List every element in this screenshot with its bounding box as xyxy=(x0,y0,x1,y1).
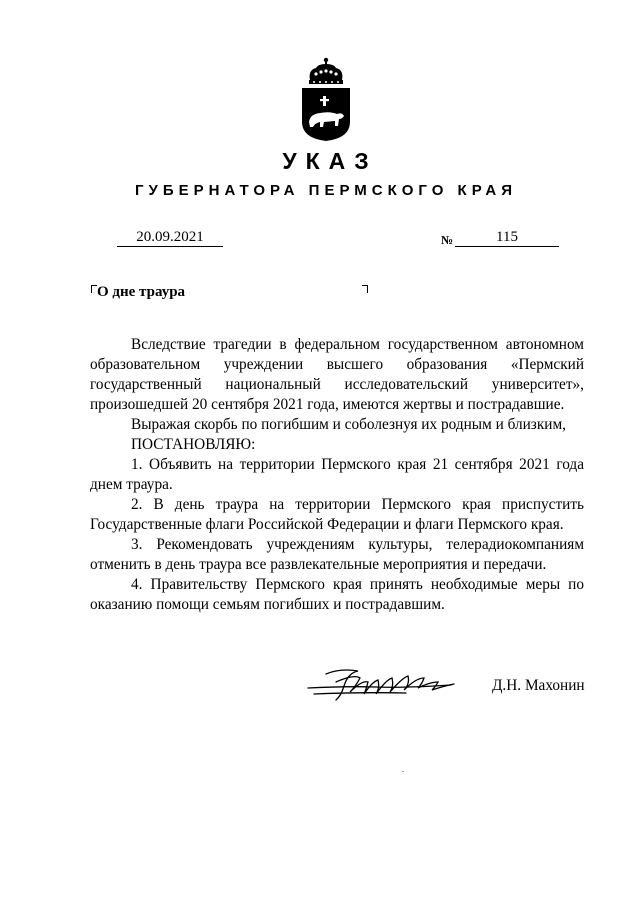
decree-item-3: 3. Рекомендовать учреждениям культуры, телерадиокомпаниям отменить в день траура все развлекательные мероприятия и передачи. xyxy=(90,536,584,573)
decree-date: 20.09.2021 xyxy=(117,228,223,247)
perm-krai-coat-of-arms-icon xyxy=(296,56,356,142)
decree-item-2: 2. В день траура на территории Пермского края приспустить Государственные флаги Российской Федерации и флаги Пермского края. xyxy=(90,496,584,533)
signer-name: Д.Н. Махонин xyxy=(492,677,585,694)
subject-bracket-right xyxy=(362,285,368,293)
handwritten-signature-icon xyxy=(306,664,458,704)
condolence-paragraph: Выражая скорбь по погибшим и соболезнуя их родным и близким, xyxy=(131,416,566,433)
decree-subtitle: ГУБЕРНАТОРА ПЕРМСКОГО КРАЯ xyxy=(134,182,518,199)
scan-speck xyxy=(402,771,404,772)
decree-item-4: 4. Правительству Пермского края принять необходимые меры по оказанию помощи семьям погибших и пострадавшим. xyxy=(90,576,584,613)
intro-paragraph: Вследствие трагедии в федеральном государственном автономном образовательном учреждении высшего образования «Пермский государственный национальный исследовательский университет», произошедшей 20 сентября 2021 года, имеются жертвы и пострадавшие. xyxy=(90,336,584,413)
decree-item-1: 1. Объявить на территории Пермского края 21 сентября 2021 года днем траура. xyxy=(90,456,584,493)
decree-subject: О дне траура xyxy=(97,284,186,300)
decree-number: 115 xyxy=(455,228,559,247)
number-label: № xyxy=(441,233,454,247)
decree-body xyxy=(90,335,584,615)
resolve-line: ПОСТАНОВЛЯЮ: xyxy=(131,436,256,453)
decree-title: УКАЗ xyxy=(282,148,378,174)
